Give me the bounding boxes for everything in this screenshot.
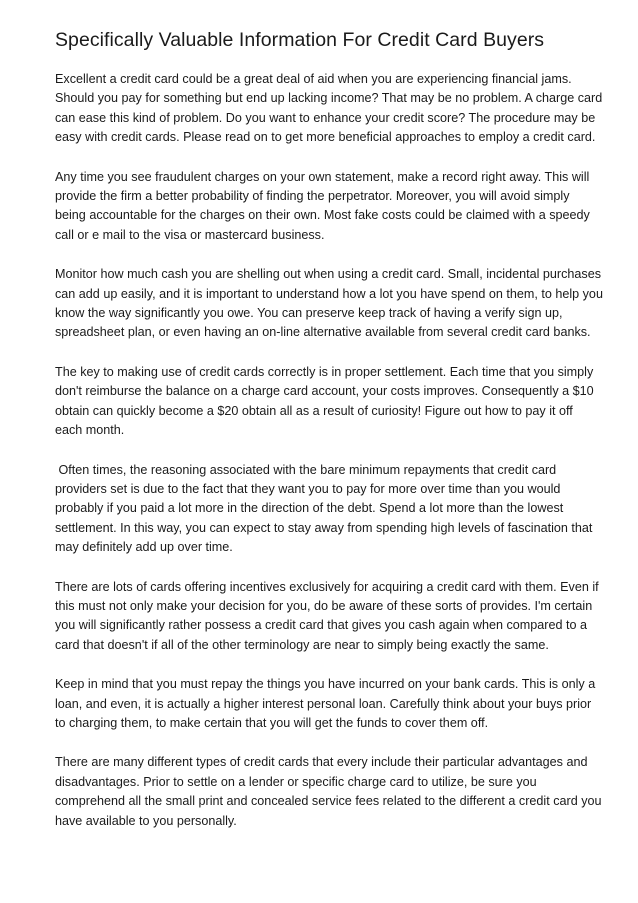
paragraph-intro: Excellent a credit card could be a great deal of aid when you are experiencing financial jams. Should you pay for something but end up lacking income? That may be no problem. A charge card can ease this kind of problem. Do you want to enhance your credit score? The procedure may be easy with credit cards. Please read on to get more beneficial approaches to employ a credit card. xyxy=(55,72,603,145)
paragraph-minimum-repayments: Often times, the reasoning associated with the bare minimum repayments that credit card providers set is due to the fact that they want you to pay for more over time than you would probably if you paid a lot more in the direction of the debt. Spend a lot more than the lowest settlement. In this way, you can expect to stay away from spending high levels of fascination that may definitely add up over time. xyxy=(55,462,596,555)
document-title: Specifically Valuable Information For Credit Card Buyers xyxy=(55,29,545,51)
paragraph-repay: Keep in mind that you must repay the things you have incurred on your bank cards. This is only a loan, and even, it is actually a higher interest personal loan. Carefully think about your buys prior to charging them, to make certain that you will get the funds to cover them off. xyxy=(55,677,596,730)
paragraph-card-types: There are many different types of credit cards that every include their particular advantages and disadvantages. Prior to settle on a lender or specific charge card to utilize, be sure you comprehend all the small print and concealed service fees related to the different a credit card you have available to you personally. xyxy=(55,755,602,828)
paragraph-settlement: The key to making use of credit cards correctly is in proper settlement. Each time that you simply don't reimburse the balance on a charge card account, your costs improves. Consequently a $10 obtain can quickly become a $20 obtain all as a result of curiosity! Figure out how to pay it off each month. xyxy=(55,364,594,438)
paragraph-fraudulent-charges: Any time you see fraudulent charges on your own statement, make a record right away. This will provide the firm a better probability of finding the perpetrator. Moreover, you will avoid simply being accountable for the charges on their own. Most fake costs could be claimed with a speedy call or e mail to the visa or mastercard business. xyxy=(55,169,590,242)
paragraph-incentives: There are lots of cards offering incentives exclusively for acquiring a credit card with them. Even if this must not only make your decision for you, do be aware of these sorts of provides. I'm certain you will significantly rather possess a credit card that gives you cash again when compared to a card that doesn't if all of the other terminology are near to simply being exactly the same. xyxy=(55,579,599,652)
paragraph-monitor-spending: Monitor how much cash you are shelling out when using a credit card. Small, incidental purchases can add up easily, and it is important to understand how a lot you have spend on them, to help you know the way significantly you owe. You can preserve keep track of having a verify sign up, spreadsheet plan, or even having an on-line alternative available from several credit card banks. xyxy=(55,267,603,340)
